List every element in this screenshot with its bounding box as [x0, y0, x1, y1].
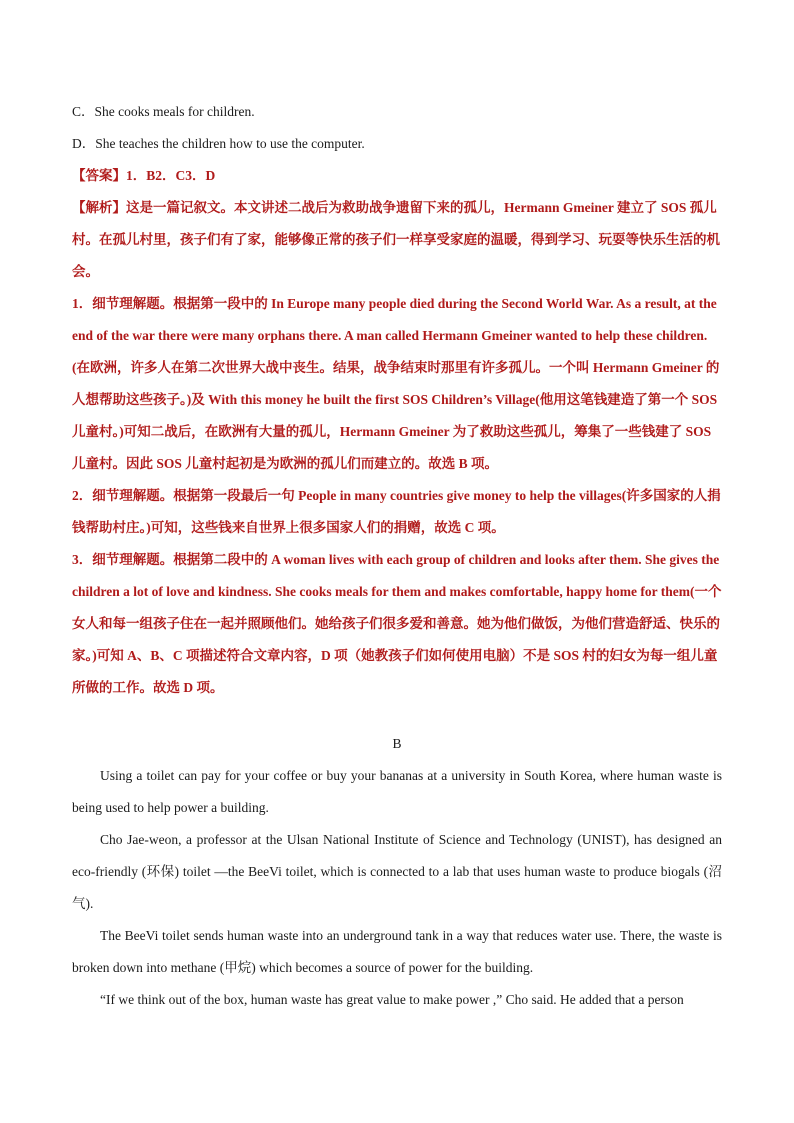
analysis-q3: 3．细节理解题。根据第二段中的 A woman lives with each group of children and looks after them. She gives the children a lot of love and kindness. She cooks meals for them and makes comfortable, happy home for them(一个女人和每一组孩子住在一起并照顾他们。她给孩子们很多爱和善意。她为他们做饭，为他们营造舒适、快乐的家。)可知 A、B、C 项描述符合文章内容，D 项（她教孩子们如何使用电脑）不是 SOS 村的妇女为每一组儿童所做的工作。故选 D 项。 — [72, 552, 722, 695]
analysis-block — [72, 192, 722, 704]
option-c: C．She cooks meals for children. — [72, 104, 255, 119]
passage-paragraph-3: The BeeVi toilet sends human waste into an underground tank in a way that reduces water use. There, the waste is broken down into methane (甲烷) which becomes a source of power for the building. — [72, 928, 722, 975]
option-d: D．She teaches the children how to use the computer. — [72, 136, 365, 151]
analysis-intro-text: 这是一篇记叙文。本文讲述二战后为救助战争遗留下来的孤儿，Hermann Gmeiner 建立了 SOS 孤儿村。在孤儿村里，孩子们有了家，能够像正常的孩子们一样享受家庭的温暖，得到学习、玩耍等快乐生活的机会。 — [72, 200, 720, 279]
analysis-q1: 1．细节理解题。根据第一段中的 In Europe many people died during the Second World War. As a result, at the end of the war there were many orphans there. A man called Hermann Gmeiner wanted to help these children.(在欧洲，许多人在第二次世界大战中丧生。结果，战争结束时那里有许多孤儿。一个叫 Hermann Gmeiner 的人想帮助这些孩子。)及 With this money he built the first SOS Children’s Village(他用这笔钱建造了第一个 SOS 儿童村。)可知二战后，在欧洲有大量的孤儿，Hermann Gmeiner 为了救助这些孤儿，筹集了一些钱建了 SOS 儿童村。因此 SOS 儿童村起初是为欧洲的孤儿们而建立的。故选 B 项。 — [72, 296, 720, 471]
answer-line — [72, 160, 722, 192]
answer-label: 【答案】 — [72, 168, 126, 183]
answer-text: 1．B2．C3．D — [126, 168, 216, 183]
document-page — [72, 96, 722, 1016]
passage-paragraph-1: Using a toilet can pay for your coffee or buy your bananas at a university in South Korea, where human waste is being used to help power a building. — [72, 768, 722, 815]
analysis-q2: 2．细节理解题。根据第一段最后一句 People in many countries give money to help the villages(许多国家的人捐钱帮助村庄。)可知，这些钱来自世界上很多国家人们的捐赠，故选 C 项。 — [72, 488, 721, 535]
passage-paragraph-2: Cho Jae-weon, a professor at the Ulsan National Institute of Science and Technology (UNIST), has designed an eco-friendly (环保) toilet —the BeeVi toilet, which is connected to a lab that uses human waste to produce biogals (沼气). — [72, 832, 722, 911]
passage-paragraph-4: “If we think out of the box, human waste has great value to make power ,” Cho said. He added that a person — [100, 992, 684, 1007]
analysis-intro — [72, 192, 722, 288]
section-b-title: B — [392, 736, 402, 751]
analysis-label: 【解析】 — [72, 200, 126, 215]
